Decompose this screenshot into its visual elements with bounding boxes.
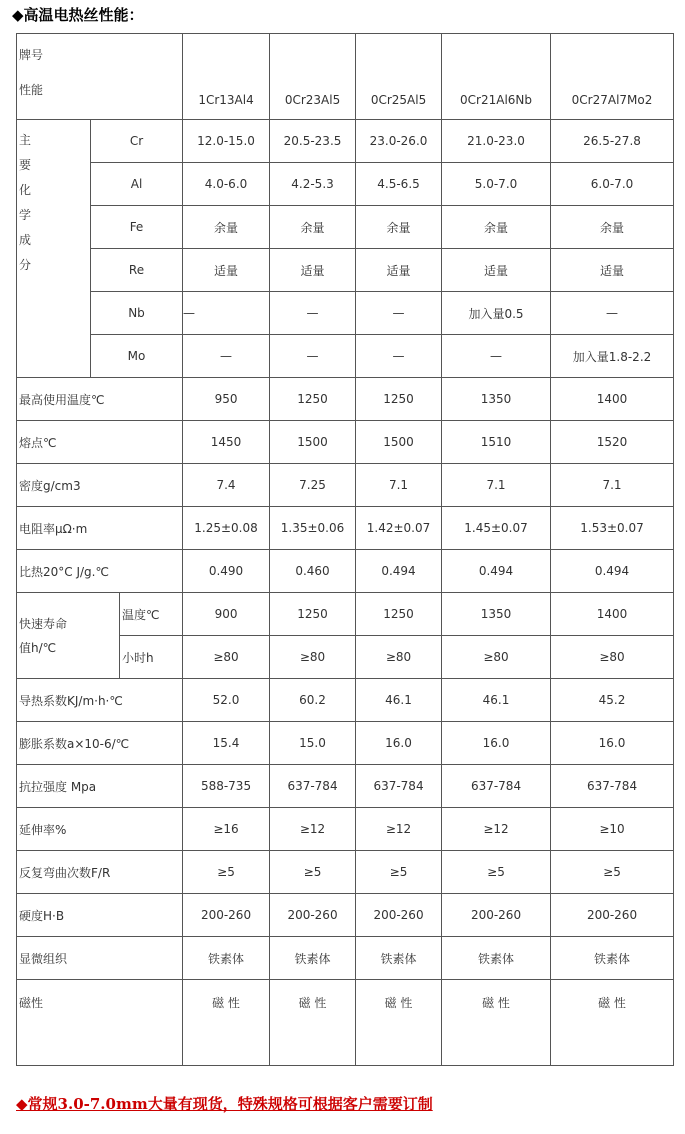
value-cell: 45.2 xyxy=(551,679,674,722)
value-cell: 1.25±0.08 xyxy=(183,507,270,550)
value-cell: 21.0-23.0 xyxy=(442,120,551,163)
element-label: Mo xyxy=(91,335,183,378)
value-cell: 60.2 xyxy=(270,679,356,722)
value-cell: — xyxy=(356,292,442,335)
composition-row xyxy=(17,206,674,249)
value-cell: 加入量1.8-2.2 xyxy=(551,335,674,378)
property-label: 反复弯曲次数F/R xyxy=(17,851,183,894)
value-cell: 4.5-6.5 xyxy=(356,163,442,206)
value-cell: ≥80 xyxy=(183,636,270,679)
value-cell: 余量 xyxy=(270,206,356,249)
property-row xyxy=(17,421,674,464)
value-cell: 磁 性 xyxy=(442,980,551,1066)
value-cell: 1.53±0.07 xyxy=(551,507,674,550)
value-cell: ≥5 xyxy=(270,851,356,894)
value-cell: 637-784 xyxy=(442,765,551,808)
brand-header: 0Cr23Al5 xyxy=(270,34,356,120)
property-label: 磁性 xyxy=(17,980,183,1066)
value-cell: 适量 xyxy=(183,249,270,292)
element-label: Re xyxy=(91,249,183,292)
value-cell: 46.1 xyxy=(442,679,551,722)
value-cell: 900 xyxy=(183,593,270,636)
value-cell: 1350 xyxy=(442,378,551,421)
value-cell: 7.1 xyxy=(356,464,442,507)
value-cell: 1250 xyxy=(356,378,442,421)
property-label: 最高使用温度℃ xyxy=(17,378,183,421)
life-group-label xyxy=(17,593,120,679)
value-cell: 1.45±0.07 xyxy=(442,507,551,550)
value-cell: — xyxy=(270,292,356,335)
value-cell: 200-260 xyxy=(270,894,356,937)
value-cell: 637-784 xyxy=(551,765,674,808)
value-cell: 1350 xyxy=(442,593,551,636)
value-cell: ≥80 xyxy=(551,636,674,679)
value-cell: 铁素体 xyxy=(183,937,270,980)
property-label: 显微组织 xyxy=(17,937,183,980)
property-label: 电阻率μΩ·m xyxy=(17,507,183,550)
value-cell: 4.0-6.0 xyxy=(183,163,270,206)
value-cell: 7.1 xyxy=(551,464,674,507)
property-row xyxy=(17,507,674,550)
property-label: 抗拉强度 Mpa xyxy=(17,765,183,808)
value-cell: 637-784 xyxy=(270,765,356,808)
brand-header: 0Cr25Al5 xyxy=(356,34,442,120)
value-cell: 余量 xyxy=(442,206,551,249)
value-cell: 1.35±0.06 xyxy=(270,507,356,550)
value-cell: 7.4 xyxy=(183,464,270,507)
value-cell: 200-260 xyxy=(442,894,551,937)
value-cell: ≥12 xyxy=(356,808,442,851)
value-cell: 52.0 xyxy=(183,679,270,722)
magnetism-row xyxy=(17,980,674,1066)
group-label-char: 学 xyxy=(19,208,32,222)
composition-row xyxy=(17,335,674,378)
value-cell: ≥80 xyxy=(442,636,551,679)
value-cell: 5.0-7.0 xyxy=(442,163,551,206)
value-cell: 46.1 xyxy=(356,679,442,722)
value-cell: 磁 性 xyxy=(356,980,442,1066)
group-label-char: 主 xyxy=(19,133,32,147)
value-cell: 0.494 xyxy=(442,550,551,593)
value-cell: 适量 xyxy=(270,249,356,292)
value-cell: 铁素体 xyxy=(356,937,442,980)
property-label: 延伸率% xyxy=(17,808,183,851)
value-cell: ≥80 xyxy=(270,636,356,679)
value-cell: 20.5-23.5 xyxy=(270,120,356,163)
value-cell: 15.0 xyxy=(270,722,356,765)
value-cell: 200-260 xyxy=(183,894,270,937)
brand-header: 1Cr13Al4 xyxy=(183,34,270,120)
life-label-line: 快速寿命 xyxy=(19,616,68,631)
element-label: Fe xyxy=(91,206,183,249)
property-row xyxy=(17,894,674,937)
life-label-line: 值h/℃ xyxy=(19,640,57,655)
composition-row xyxy=(17,120,674,163)
value-cell: 磁 性 xyxy=(183,980,270,1066)
property-row xyxy=(17,765,674,808)
value-cell: 加入量0.5 xyxy=(442,292,551,335)
property-row xyxy=(17,550,674,593)
value-cell: 15.4 xyxy=(183,722,270,765)
composition-row xyxy=(17,249,674,292)
value-cell: ≥16 xyxy=(183,808,270,851)
value-cell: — xyxy=(183,335,270,378)
element-label: Al xyxy=(91,163,183,206)
life-sub-label: 小时h xyxy=(120,636,183,679)
value-cell: 1250 xyxy=(356,593,442,636)
group-label-char: 要 xyxy=(19,158,32,172)
value-cell: — xyxy=(442,335,551,378)
value-cell: ≥10 xyxy=(551,808,674,851)
value-cell: 1.42±0.07 xyxy=(356,507,442,550)
value-cell: 余量 xyxy=(356,206,442,249)
value-cell: 0.490 xyxy=(183,550,270,593)
life-row xyxy=(17,593,674,636)
property-label: 膨胀系数a×10-6/℃ xyxy=(17,722,183,765)
value-cell: 铁素体 xyxy=(551,937,674,980)
value-cell: 0.460 xyxy=(270,550,356,593)
value-cell: 16.0 xyxy=(442,722,551,765)
value-cell: 磁 性 xyxy=(270,980,356,1066)
value-cell: ≥12 xyxy=(270,808,356,851)
property-row xyxy=(17,378,674,421)
value-cell: 适量 xyxy=(551,249,674,292)
life-sub-label: 温度℃ xyxy=(120,593,183,636)
value-cell: 1500 xyxy=(356,421,442,464)
header-row xyxy=(17,34,674,120)
value-cell: — xyxy=(270,335,356,378)
brand-header: 0Cr21Al6Nb xyxy=(442,34,551,120)
value-cell: ≥80 xyxy=(356,636,442,679)
value-cell: 1400 xyxy=(551,593,674,636)
value-cell: 1500 xyxy=(270,421,356,464)
value-cell: 铁素体 xyxy=(270,937,356,980)
value-cell: 1520 xyxy=(551,421,674,464)
value-cell: 200-260 xyxy=(356,894,442,937)
value-cell: 12.0-15.0 xyxy=(183,120,270,163)
page-title: ◆高温电热丝性能： xyxy=(12,6,144,24)
element-label: Nb xyxy=(91,292,183,335)
value-cell: 0.494 xyxy=(551,550,674,593)
group-label-char: 成 xyxy=(19,233,32,247)
property-row xyxy=(17,937,674,980)
value-cell: 余量 xyxy=(183,206,270,249)
footer-note: ◆常规3.0-7.0mm大量有现货，特殊规格可根据客户需要订制 xyxy=(16,1095,433,1113)
value-cell: ≥5 xyxy=(442,851,551,894)
value-cell: 余量 xyxy=(551,206,674,249)
value-cell: 磁 性 xyxy=(551,980,674,1066)
property-label: 导热系数KJ/m·h·℃ xyxy=(17,679,183,722)
property-row xyxy=(17,851,674,894)
group-label-char: 化 xyxy=(19,183,32,197)
composition-row xyxy=(17,163,674,206)
value-cell: 950 xyxy=(183,378,270,421)
value-cell: 16.0 xyxy=(551,722,674,765)
property-label: 比热20°C J/g.℃ xyxy=(17,550,183,593)
header-property-label: 性能 xyxy=(19,83,44,97)
value-cell: 适量 xyxy=(442,249,551,292)
value-cell: 1510 xyxy=(442,421,551,464)
value-cell: 637-784 xyxy=(356,765,442,808)
value-cell: 588-735 xyxy=(183,765,270,808)
property-row xyxy=(17,722,674,765)
value-cell: 适量 xyxy=(356,249,442,292)
value-cell: — xyxy=(183,292,270,335)
value-cell: 1400 xyxy=(551,378,674,421)
value-cell: ≥5 xyxy=(183,851,270,894)
value-cell: — xyxy=(356,335,442,378)
property-label: 密度g/cm3 xyxy=(17,464,183,507)
value-cell: ≥5 xyxy=(551,851,674,894)
element-label: Cr xyxy=(91,120,183,163)
value-cell: 6.0-7.0 xyxy=(551,163,674,206)
value-cell: 1250 xyxy=(270,378,356,421)
header-brand-label: 牌号 xyxy=(19,48,44,62)
group-label-char: 分 xyxy=(19,258,32,272)
spec-table xyxy=(16,33,674,1066)
value-cell: 0.494 xyxy=(356,550,442,593)
value-cell: 26.5-27.8 xyxy=(551,120,674,163)
property-row xyxy=(17,679,674,722)
value-cell: ≥5 xyxy=(356,851,442,894)
property-label: 硬度H·B xyxy=(17,894,183,937)
value-cell: 7.25 xyxy=(270,464,356,507)
value-cell: 16.0 xyxy=(356,722,442,765)
header-corner-cell xyxy=(17,34,183,120)
value-cell: 4.2-5.3 xyxy=(270,163,356,206)
value-cell: 1450 xyxy=(183,421,270,464)
value-cell: 铁素体 xyxy=(442,937,551,980)
property-row xyxy=(17,808,674,851)
property-row xyxy=(17,464,674,507)
value-cell: 1250 xyxy=(270,593,356,636)
value-cell: — xyxy=(551,292,674,335)
property-label: 熔点℃ xyxy=(17,421,183,464)
value-cell: 7.1 xyxy=(442,464,551,507)
brand-header: 0Cr27Al7Mo2 xyxy=(551,34,674,120)
composition-row xyxy=(17,292,674,335)
value-cell: ≥12 xyxy=(442,808,551,851)
value-cell: 200-260 xyxy=(551,894,674,937)
value-cell: 23.0-26.0 xyxy=(356,120,442,163)
composition-group-label xyxy=(17,120,91,378)
